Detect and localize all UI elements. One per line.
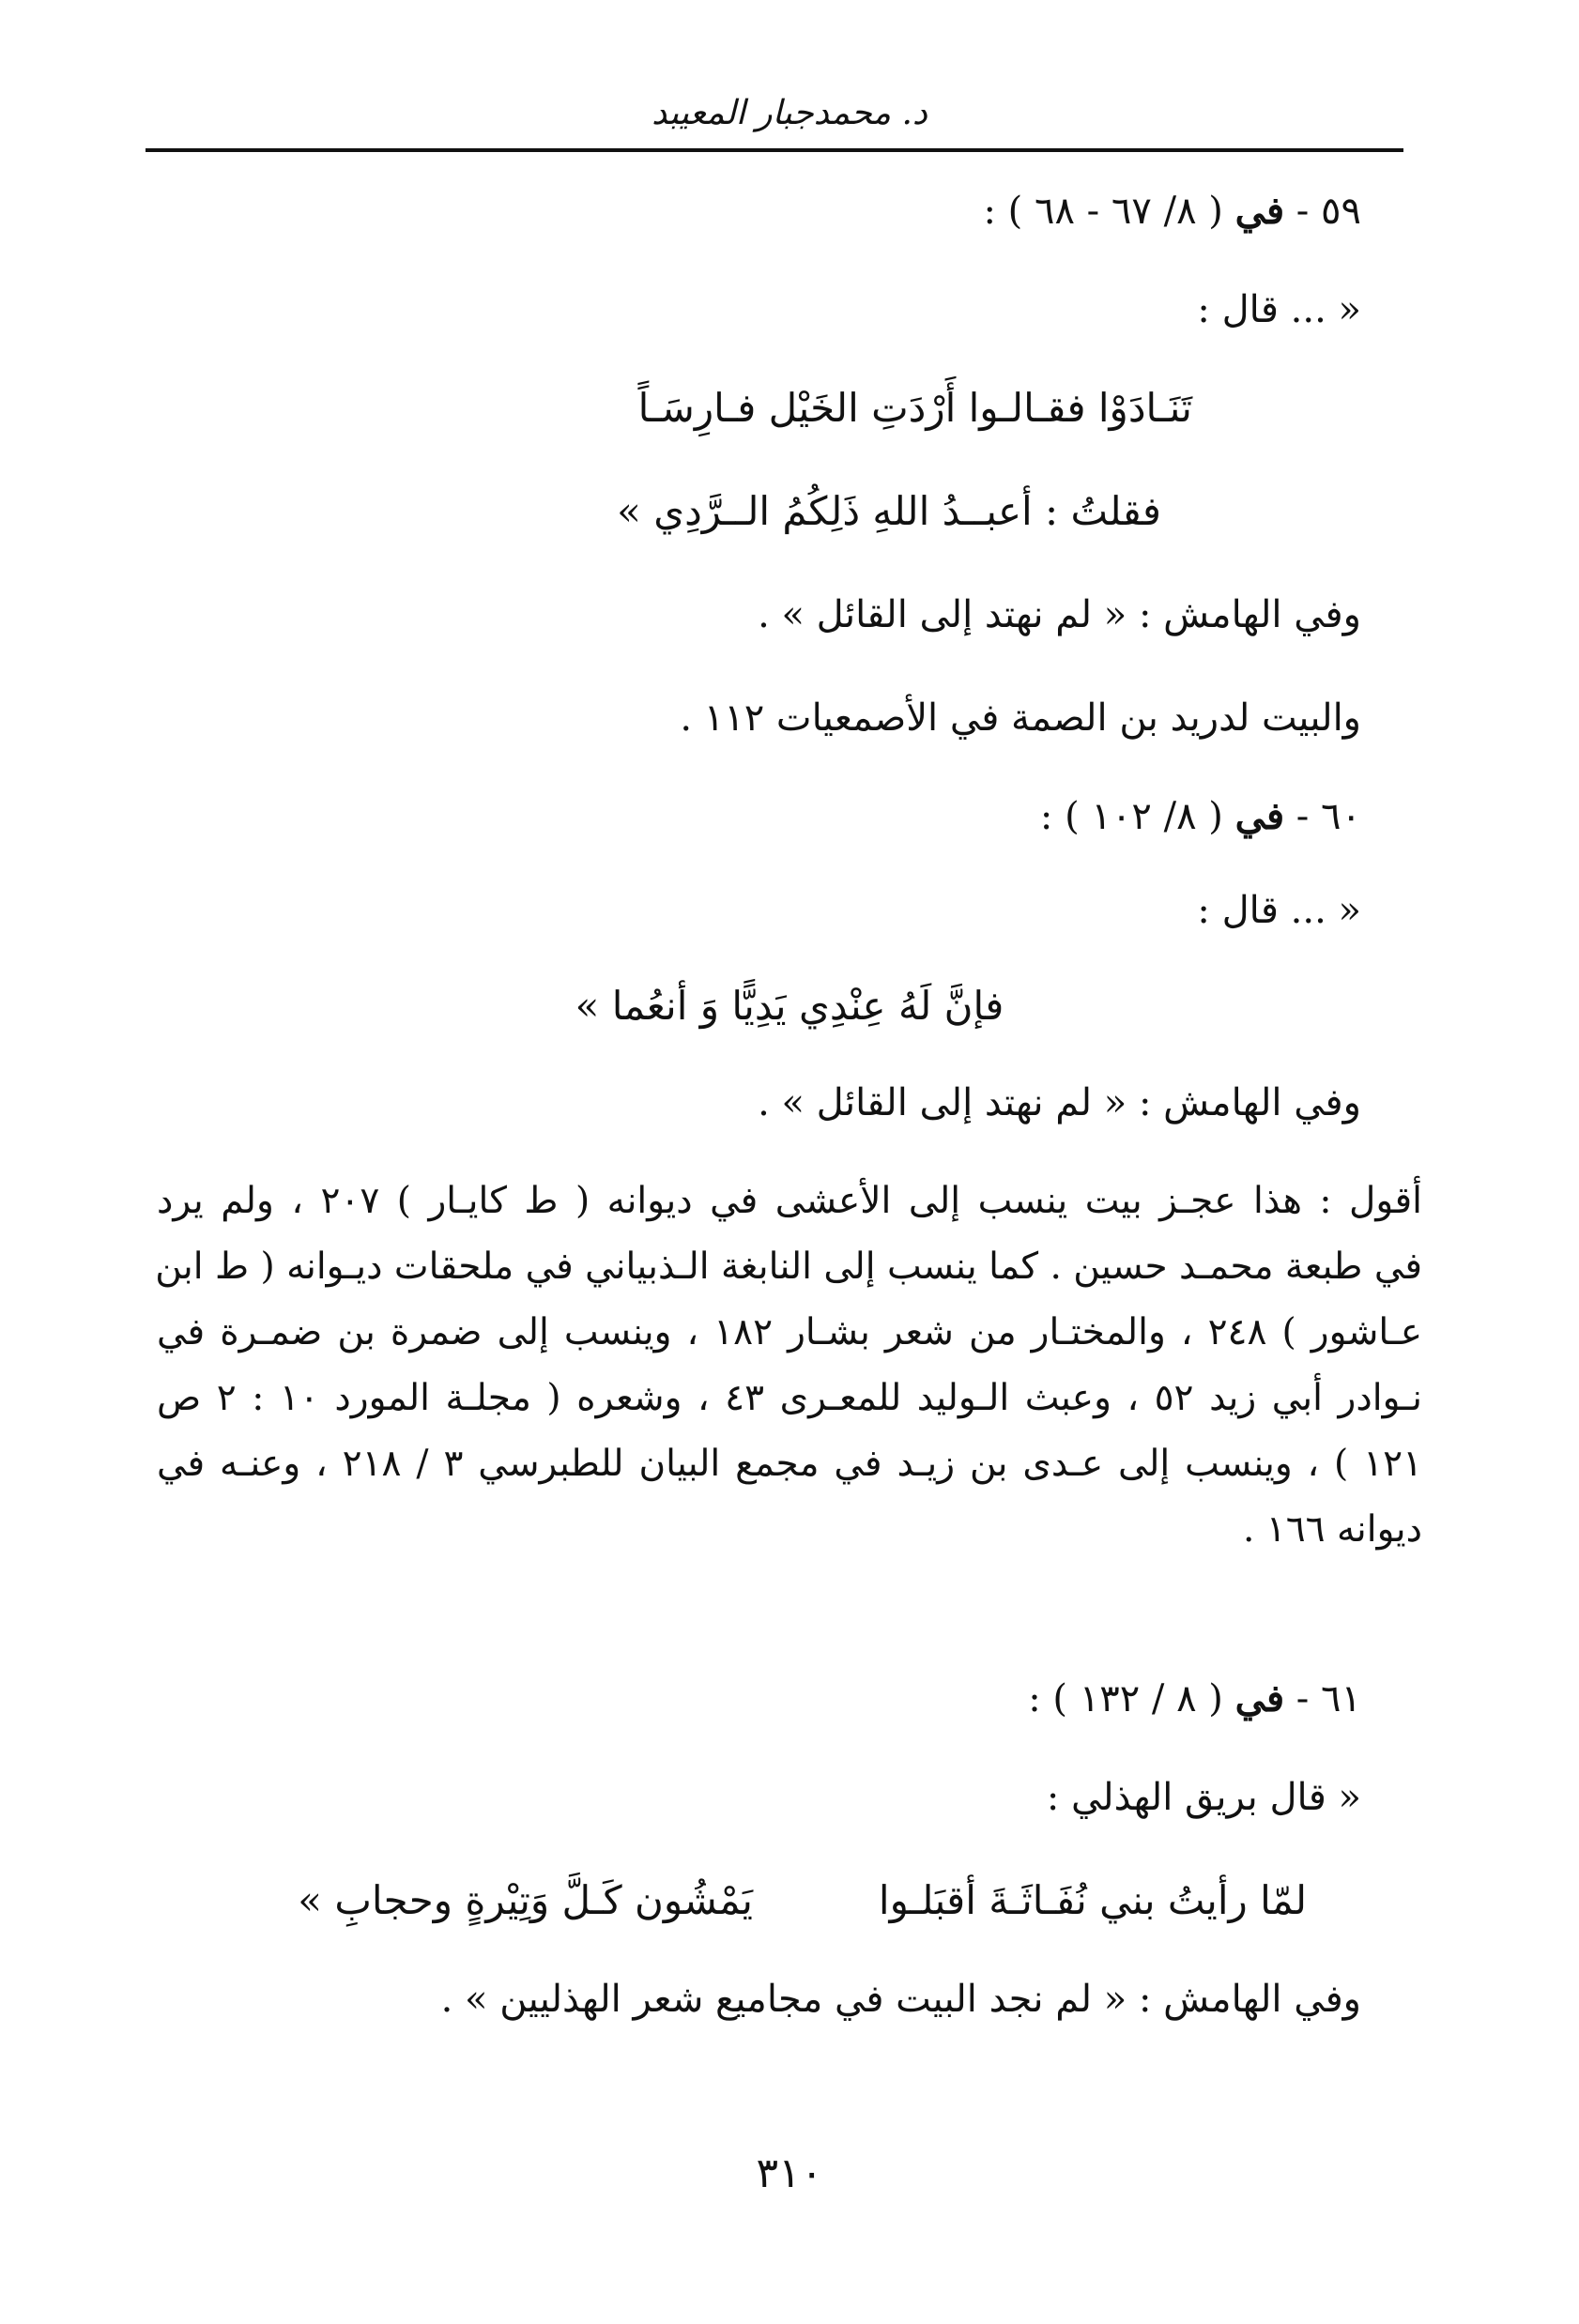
page-number: ٣١٠: [756, 2149, 823, 2197]
verse-first-hemistich: لمّا رأيتُ بني نُفَـاثَـةَ أقبَلـوا: [878, 1877, 1307, 1923]
running-header: د. محمدجبار المعيبد: [652, 94, 927, 132]
entry-61-intro: « قال بريق الهذلي :: [1046, 1776, 1361, 1819]
header-rule: [146, 148, 1403, 152]
entry-60-heading: [1040, 788, 1361, 845]
entry-reference: ( ٨/ ٦٧ - ٦٨ ) :: [983, 190, 1223, 233]
entry-number: ٦١ -: [1295, 1677, 1361, 1720]
entry-reference: ( ٨/ ١٠٢ ) :: [1039, 795, 1223, 838]
paragraph-line: ديوانه ١٦٦ .: [1242, 1508, 1422, 1551]
entry-61-footnote: وفي الهامش : « لم نجد البيت في مجاميع شعر الهذليين » .: [440, 1978, 1361, 2021]
paragraph-line: في طبعة محمـد حسين . كما ينسب إلى النابغة الـذبياني في ملحقات ديـوانه ( ط ابن: [155, 1246, 1422, 1288]
entry-60-footnote: وفي الهامش : « لم نهتد إلى القائل » .: [758, 1081, 1361, 1124]
entry-59-remark: والبيت لدريد بن الصمة في الأصمعيات ١١٢ .: [680, 696, 1361, 740]
entry-fi: في: [1234, 794, 1285, 838]
entry-61-verse: [0, 1868, 1579, 1934]
entry-61-heading: [1028, 1671, 1361, 1727]
entry-60-verse: فإنَّ لَهُ عِنْدِي يَدِيًّا وَ أنعُما »: [575, 983, 1004, 1029]
entry-59-verse-line-1: تَنَـادَوْا فقـالـوا أَرْدَتِ الخَيْل فـارِسَـاً: [637, 385, 1192, 431]
paragraph-line: نـوادر أبي زيد ٥٢ ، وعبث الـوليد للمعـرى ٤٣ ، وشعره ( مجلـة المورد ١٠ : ٢ ص: [157, 1377, 1422, 1419]
paragraph-line: عـاشور ) ٢٤٨ ، والمختـار من شعر بشـار ١٨٢ ، وينسب إلى ضمرة بن ضمـرة في: [157, 1311, 1423, 1353]
entry-fi: في: [1234, 1676, 1285, 1720]
entry-59-intro: « ... قال :: [1197, 288, 1361, 331]
entry-59-heading: [983, 183, 1361, 239]
entry-60-intro: « ... قال :: [1197, 889, 1361, 932]
entry-59-verse-line-2: فقلتُ : أعبــدُ اللهِ ذَلِكُمُ الــرَّدِي »: [617, 488, 1161, 534]
verse-second-hemistich: يَمْشُون كَـلَّ وَتِيْرةٍ وحجابِ »: [298, 1877, 753, 1923]
entry-reference: ( ٨ / ١٣٢ ) :: [1028, 1677, 1223, 1720]
paragraph-line: أقول : هذا عجـز بيت ينسب إلى الأعشى في ديوانه ( ط كايـار ) ٢٠٧ ، ولم يرد: [157, 1180, 1422, 1222]
entry-number: ٥٩ -: [1295, 190, 1361, 233]
paragraph-line: ١٢١ ) ، وينسب إلى عـدى بن زيـد في مجمع البيان للطبرسي ٣ / ٢١٨ ، وعنـه في: [157, 1443, 1423, 1485]
entry-59-footnote: وفي الهامش : « لم نهتد إلى القائل » .: [758, 593, 1361, 636]
entry-60-paragraph: [157, 1169, 1422, 1563]
entry-number: ٦٠ -: [1295, 795, 1361, 838]
entry-fi: في: [1234, 189, 1285, 233]
